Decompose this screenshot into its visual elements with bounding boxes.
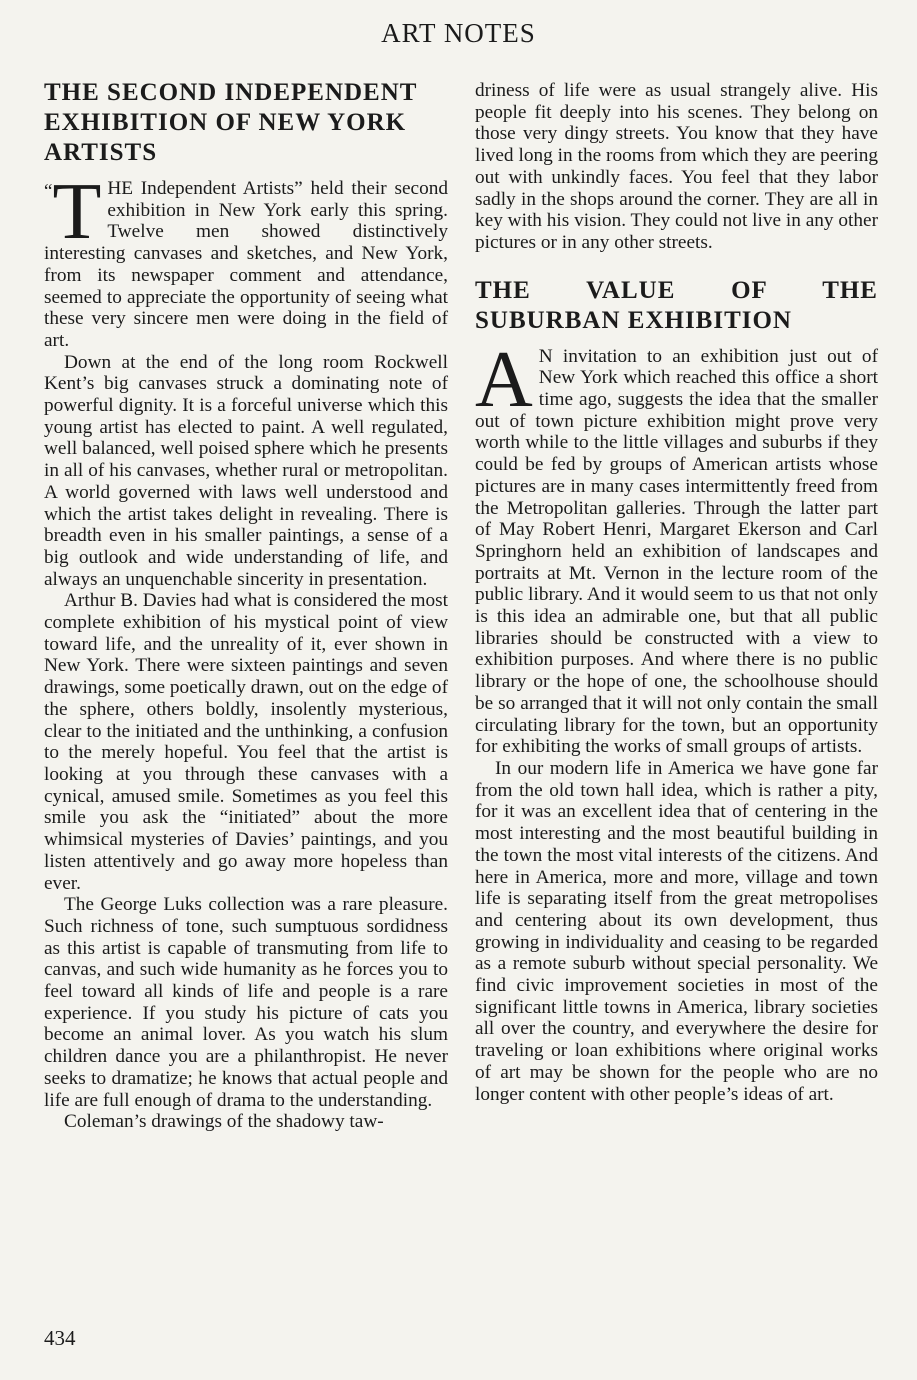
article-title: THE SECOND INDEPENDENT EXHIBITION OF NEW YORK ARTISTS [44,79,418,166]
article-paragraph: Arthur B. Davies had what is considered the most complete exhibition of his mystical point of view toward life, and the unreality of it, ever shown in New York. There were sixteen paintings and seven drawings, some poetically drawn, out on the edge of the sphere, others boldly, insolently mysterious, clear to the initiated and the unthinking, a confusion to the merely hopeful. You feel that the artist is looking at you through these canvases with a cynical, amused smile. Sometimes as you feel this smile you ask the “initiated” about the more whimsical mysteries of Davies’ paintings, and you listen attentively and go away more hopeless than ever. [44,590,448,894]
paragraph-text: HE Independent Artists” held their second exhibition in New York early this spring. Twelve men showed distinctively interesting canvases and sketches, and New York, from its newspaper comment and attendance, seemed to appreciate the opportunity of seeing what these very sincere men were doing in the field of art. [44,178,448,351]
article-paragraph: In our modern life in America we have gone far from the old town hall idea, which is rather a pity, for it was an excellent idea that of centering in the most interesting and the most beautiful building in the town the most vital interests of the citizens. And here in America, more and more, village and town life is separating itself from the great metropolises and centering about its own development, thus growing in individuality and ceasing to be regarded as a remote suburb without special personality. We find civic improvement societies in most of the significant little towns in America, library societies all over the country, and everywhere the desire for traveling or loan exhibitions where original works of art may be shown for the people who are no longer content with other people’s ideas of art. [475,757,878,1105]
article-paragraph [475,335,878,758]
drop-cap: A [475,335,533,424]
article-paragraph: Coleman’s drawings of the shadowy taw- [64,1111,384,1133]
article-paragraph: Down at the end of the long room Rockwell Kent’s big canvases struck a dominating note of powerful dignity. It is a forceful universe which this young artist has elected to paint. A well regulated, well balanced, well poised sphere which he presents in all of his canvases, whether rural or metropolitan. A world governed with laws well understood and which the artist takes delight in revealing. There is breadth even in his smaller paintings, a sense of a big outlook and wide understanding of life, and always an unquenchable sincerity in presentation. [44,351,448,590]
running-head: ART NOTES [381,18,536,48]
drop-cap: T [52,168,102,256]
paragraph-text: N invitation to an exhibition just out of New York which reached this office a short time ago, suggests the idea that the smaller out of town picture exhibition might prove very worth while to the little villages and suburbs if they could be fed by groups of American artists whose pictures are in many cases intermittently freed from the Metropolitan galleries. Through the latter part of May Robert Henri, Margaret Ekerson and Carl Springhorn held an exhibition of landscapes and portraits at Mt. Vernon in the lecture room of the public library. And it would seem to us that not only is this idea an admirable one, but that all public libraries should be constructed with a view to exhibition purposes. And where there is no public library or the hope of one, the schoolhouse should be so arranged that it will not only contain the small circulating library for the town, but an opportunity for exhibiting the works of small groups of artists. [475,345,878,758]
article-continuation: driness of life were as usual strangely alive. His people fit deeply into his scenes. They belong on those very dingy streets. You know that they have lived long in the rooms from which they are peering out with unkindly faces. You feel that they labor sadly in the shops around the corner. They are all in key with his vision. They could not live in any other pictures or in any other streets. [475,80,878,253]
article-paragraph [44,168,448,352]
page-number: 434 [44,1326,76,1350]
open-quote: “ [44,181,53,202]
article-paragraph: The George Luks collection was a rare pleasure. Such richness of tone, such sumptuous sordidness as this artist is capable of transmuting from life to canvas, and such wide humanity as he forces you to feel toward all kinds of life and people is a rare experience. If you study his picture of cats you become an animal lover. As you watch his slum children dance you are a philanthropist. He never seeks to dramatize; he knows that actual people and life are full enough of drama to the understanding. [44,894,448,1111]
article-title: THE VALUE OF THE SUBURBAN EXHIBITION [475,276,878,334]
left-column [44,78,448,1133]
right-column [475,80,878,1105]
